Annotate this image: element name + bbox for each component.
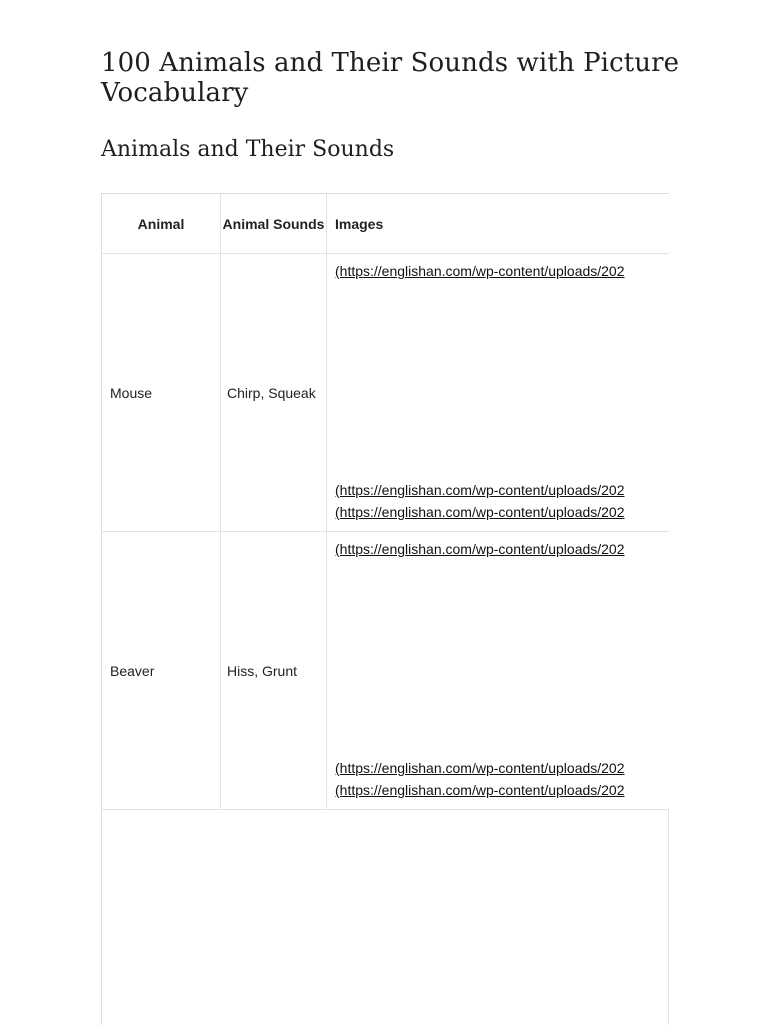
page-title: 100 Animals and Their Sounds with Picture Vocabulary: [101, 48, 680, 108]
empty-cell: [102, 810, 669, 1025]
images-cell: [327, 254, 669, 531]
image-link[interactable]: (https://englishan.com/wp-content/uploads/202: [335, 760, 625, 776]
header-images: Images: [335, 215, 384, 232]
animal-sound-cell: [221, 532, 327, 809]
animals-table: [101, 193, 669, 1025]
animal-name-cell: [102, 532, 221, 809]
section-title: Animals and Their Sounds: [101, 137, 395, 162]
table-header-row: [102, 194, 669, 254]
image-link[interactable]: (https://englishan.com/wp-content/uploads/202: [335, 263, 625, 279]
image-link[interactable]: (https://englishan.com/wp-content/uploads/202: [335, 782, 625, 798]
animal-sound: Chirp, Squeak: [227, 384, 316, 401]
animal-name-cell: [102, 254, 221, 531]
images-cell: [327, 532, 669, 809]
animal-name: Beaver: [110, 662, 155, 679]
table-row: [102, 810, 669, 1025]
header-animal-sounds: Animal Sounds: [221, 194, 327, 253]
image-link[interactable]: (https://englishan.com/wp-content/uploads/202: [335, 504, 625, 520]
animal-sound: Hiss, Grunt: [227, 662, 298, 679]
image-link[interactable]: (https://englishan.com/wp-content/uploads/202: [335, 482, 625, 498]
table-row: [102, 532, 669, 810]
image-link[interactable]: (https://englishan.com/wp-content/uploads/202: [335, 541, 625, 557]
header-animal: Animal: [102, 194, 221, 253]
table-row: [102, 254, 669, 532]
animal-sound-cell: [221, 254, 327, 531]
animal-name: Mouse: [110, 384, 153, 401]
